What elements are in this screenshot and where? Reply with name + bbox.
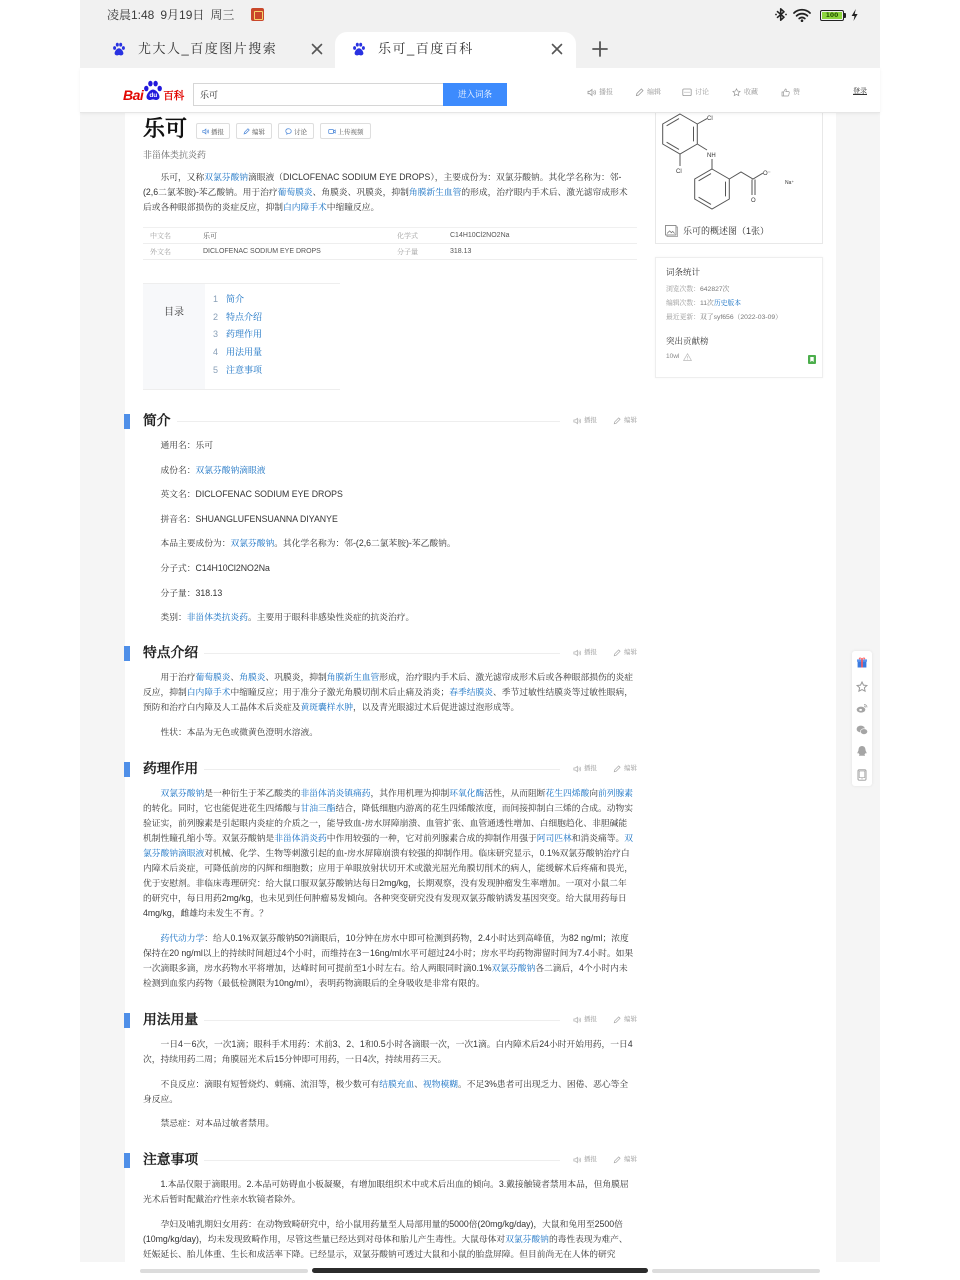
- table-of-contents: [143, 283, 340, 390]
- speaker-icon: [202, 128, 209, 135]
- section-divider: [143, 1020, 560, 1021]
- section-broadcast-button[interactable]: [573, 1155, 597, 1164]
- section-precautions: [124, 1150, 640, 1271]
- toc-item-label: 注意事项: [226, 364, 263, 375]
- battery-level: 100: [822, 12, 842, 19]
- toc-item-intro[interactable]: [213, 291, 262, 309]
- status-bar: [80, 0, 880, 30]
- section-body: [124, 1030, 635, 1131]
- label-sodium: Na⁺: [785, 180, 795, 186]
- browser-tab-image-search[interactable]: [100, 30, 335, 68]
- status-clock: [107, 8, 234, 22]
- info-line: 通用名：乐可: [160, 440, 213, 450]
- speaker-icon: [573, 417, 581, 425]
- inline-link[interactable]: 药代动力学: [160, 932, 205, 943]
- section-divider: [143, 769, 560, 770]
- section-title: 用法用量: [143, 1011, 204, 1029]
- paragraph: 孕妇及哺乳期妇女用药：在动物致畸研究中，给小鼠用药量至人局部用量的5000倍(20mg/kg/day)，大鼠和兔用至2500倍(10mg/kg/day)，均未发现致畸作用，尽管这些量已经达到对母体和胎儿产生毒性。大鼠母体对双氯芬酸钠的毒性表现为难产、妊娠延长、胎儿体重、生长和成活率下降。已经显示，双氯芬酸钠可透过大鼠和小鼠的胎盘屏障。但目前尚无在人体的研究: [143, 1218, 628, 1259]
- nav-label: 收藏: [744, 89, 758, 96]
- inline-link[interactable]: 阿司匹林: [536, 833, 572, 843]
- section-header: [124, 759, 640, 779]
- notification-app-icon: [251, 8, 264, 21]
- stat-value: 642827次: [699, 286, 730, 293]
- pen-icon: [613, 765, 621, 773]
- section-features: [124, 643, 640, 749]
- baidu-paw-logo-icon: [143, 80, 163, 102]
- close-tab-icon[interactable]: [551, 43, 563, 55]
- chat-icon: [682, 88, 692, 97]
- action-label: 编辑: [624, 1156, 637, 1163]
- wifi-icon: [793, 8, 811, 22]
- section-broadcast-button[interactable]: [573, 648, 597, 657]
- inline-link[interactable]: 双氯芬酸钠滴眼液: [195, 464, 266, 475]
- toc-list: [205, 284, 262, 389]
- pen-icon: [613, 1156, 621, 1164]
- inline-link[interactable]: 前列腺素: [598, 788, 633, 798]
- stats-title: 词条统计: [666, 267, 701, 277]
- section-edit-button[interactable]: [613, 1155, 637, 1164]
- nav-like[interactable]: [781, 87, 800, 97]
- thumbs-up-icon: [781, 88, 790, 97]
- section-body: [124, 431, 635, 625]
- label-chlorine-top: Cl: [707, 116, 713, 122]
- paragraph: 一日4－6次，一次1滴；眼科手术用药：术前3、2、1和0.5小时各滴眼一次，一次1滴。白内障术后24小时开始用药，一日4次，持续用药二周；角膜屈光术后15分钟即可用药，一日4次，持续用药三天。: [143, 1039, 633, 1064]
- inline-link[interactable]: 葡萄膜炎: [195, 672, 231, 682]
- inline-link[interactable]: 双氯芬酸钠: [204, 172, 248, 182]
- basic-info-item: [143, 228, 390, 243]
- speaker-icon: [573, 1156, 581, 1164]
- bookmark-badge-icon[interactable]: [808, 355, 816, 364]
- nav-label: 赞: [793, 89, 800, 96]
- entry-edit-button[interactable]: [236, 123, 272, 139]
- inline-link[interactable]: 角膜炎: [239, 672, 266, 682]
- wechat-icon[interactable]: [856, 724, 868, 736]
- section-title: 药理作用: [143, 760, 204, 778]
- logo-text-baike: 百科: [163, 90, 185, 102]
- inline-link[interactable]: 非甾体类抗炎药: [186, 612, 248, 623]
- section-pharmacology: [124, 759, 640, 1000]
- new-tab-plus-icon[interactable]: [592, 41, 608, 57]
- logo-text-du: du: [149, 92, 158, 99]
- battery-tip: [844, 13, 846, 18]
- stat-edits: [666, 299, 741, 308]
- inline-link[interactable]: 角膜新生血管: [408, 187, 462, 197]
- stat-value: 11次: [699, 300, 714, 307]
- stat-label: 最近更新：: [666, 314, 700, 321]
- inline-link[interactable]: 非甾体消炎镇痛药: [300, 788, 371, 798]
- info-value: C14H10Cl2NO2Na: [450, 232, 510, 239]
- baike-header: [80, 68, 880, 113]
- basic-info-row: [143, 244, 637, 260]
- section-accent-bar: [124, 646, 130, 661]
- nav-edit[interactable]: [635, 87, 661, 97]
- inline-link[interactable]: 春季结膜炎: [449, 687, 493, 697]
- paragraph: 用于治疗葡萄膜炎、角膜炎、巩膜炎，抑制角膜新生血管形成，治疗眼内手术后、激光滤帘成形术后或各种眼部损伤的炎症反应，抑制白内障手术中缩瞳反应；用于准分子激光角膜切削术后止痛及消炎；春季结膜炎、季节过敏性结膜炎等过敏性眼病，预防和治疗白内障及人工晶体术后炎症及黄斑囊样水肿，以及青光眼滤过术后促进滤过泡形成等。: [143, 672, 633, 712]
- inline-link[interactable]: 白内障手术: [283, 202, 327, 212]
- toc-item-number: 4: [213, 347, 219, 358]
- info-line: 本品主要成份为：双氯芬酸钠。其化学名称为：邻-(2,6二氯苯胺)-苯乙酸钠。: [160, 538, 456, 549]
- browser-tab-strip: [80, 30, 880, 68]
- inline-link[interactable]: 角膜新生血管: [326, 672, 380, 682]
- info-line: 分子量：318.13: [160, 587, 223, 598]
- section-dosage: [124, 1010, 640, 1141]
- speaker-icon: [573, 1016, 581, 1024]
- section-accent-bar: [124, 762, 130, 777]
- section-edit-button[interactable]: [613, 416, 637, 425]
- battery-icon: [820, 10, 844, 21]
- star-icon[interactable]: [856, 681, 868, 693]
- inline-link[interactable]: 双氯芬酸钠: [230, 538, 275, 549]
- action-label: 编辑: [624, 649, 637, 656]
- toc-item-pharmacology[interactable]: [213, 326, 262, 344]
- warning-triangle-icon: [683, 353, 692, 361]
- section-actions: [573, 1155, 637, 1164]
- section-accent-bar: [124, 414, 130, 429]
- image-gallery-icon: [665, 225, 678, 237]
- nav-broadcast[interactable]: [587, 87, 613, 97]
- chemical-structure-diagram: [657, 114, 822, 217]
- inline-link[interactable]: 白内障手术: [186, 687, 231, 697]
- browser-tab-baike-active[interactable]: [335, 30, 576, 68]
- charging-bolt-icon: [851, 9, 858, 21]
- action-label: 播报: [584, 765, 597, 772]
- inline-link[interactable]: 花生四烯酸: [545, 788, 590, 798]
- section-body: [124, 779, 635, 991]
- info-value: DICLOFENAC SODIUM EYE DROPS: [203, 248, 321, 255]
- label-chlorine-bottom: Cl: [676, 169, 682, 175]
- star-icon: [732, 88, 741, 97]
- info-label: 化学式: [397, 232, 418, 240]
- baidu-paw-icon: [352, 42, 366, 56]
- qq-icon[interactable]: [856, 745, 868, 757]
- status-weekday: 周三: [210, 8, 235, 22]
- button-label: 播报: [211, 128, 224, 136]
- speaker-icon: [573, 649, 581, 657]
- tablet-icon[interactable]: [856, 769, 868, 781]
- inline-link[interactable]: 环氧化酶: [449, 788, 485, 798]
- nav-label: 编辑: [647, 89, 661, 96]
- label-carboxylate-oxygen: O⁻: [763, 171, 771, 177]
- section-body: [124, 1170, 635, 1262]
- speaker-icon: [573, 765, 581, 773]
- action-label: 编辑: [624, 1016, 637, 1023]
- history-versions-link[interactable]: 历史版本: [713, 300, 742, 307]
- inline-link[interactable]: 黄斑囊样水肿: [300, 702, 353, 712]
- stat-label: 编辑次数：: [666, 300, 700, 307]
- contributors-title: 突出贡献榜: [666, 336, 709, 346]
- section-divider: [143, 653, 560, 654]
- section-actions: [573, 764, 637, 773]
- scroll-track-left: [140, 1269, 308, 1273]
- speaker-icon: [587, 88, 596, 97]
- summary-paragraph: 乐可，又称双氯芬酸钠滴眼液（DICLOFENAC SODIUM EYE DROPS），主要成份为：双氯芬酸钠。其化学名称为：邻-(2,6二氯苯胺)-苯乙酸钠。用于治疗葡萄膜炎、角膜炎、巩膜炎，抑制角膜新生血管的形成，治疗眼内手术后、激光滤帘成形术后或各种眼部损伤的炎症反应，抑制白内障手术中缩瞳反应。: [143, 172, 628, 212]
- toc-item-number: 5: [213, 364, 219, 375]
- inline-link[interactable]: 视物模糊: [423, 1078, 458, 1089]
- inline-link[interactable]: 甘油三酯: [300, 803, 336, 813]
- section-broadcast-button[interactable]: [573, 1015, 597, 1024]
- stat-value: 双了syf656（2022-03-09）: [699, 314, 782, 321]
- gift-icon[interactable]: [856, 656, 868, 668]
- toc-item-dosage[interactable]: [213, 344, 262, 362]
- info-line: 类别：非甾体类抗炎药。主要用于眼科非感染性炎症的抗炎治疗。: [160, 612, 415, 623]
- action-label: 编辑: [624, 417, 637, 424]
- section-divider: [143, 421, 560, 422]
- section-broadcast-button[interactable]: [573, 764, 597, 773]
- section-header: [124, 411, 640, 431]
- bluetooth-icon: [775, 7, 787, 22]
- toc-title: 目录: [143, 284, 205, 389]
- label-amine: NH: [707, 153, 716, 159]
- section-edit-button[interactable]: [613, 648, 637, 657]
- login-link[interactable]: 登录: [853, 88, 867, 95]
- toc-item-label: 药理作用: [226, 329, 263, 340]
- inline-link[interactable]: 双氯芬酸钠: [160, 788, 205, 798]
- paragraph: 禁忌症：对本品过敏者禁用。: [160, 1118, 275, 1129]
- paragraph: 双氯芬酸钠是一种衍生于苯乙酸类的非甾体消炎镇痛药，其作用机理为抑制环氧化酶活性，从而阻断花生四烯酸向前列腺素的转化。同时，它也能促进花生四烯酸与甘油三酯结合，降低细胞内游离的花生四烯酸浓度，而间接抑制白三烯的合成。动物实验证实，前列腺素是引起眼内炎症的介质之一，能导致血-房水屏障崩溃、血管扩张、血管通透性增加、白细胞趋化、非胆碱能机制性瞳孔缩小等。双氯芬酸钠是非甾体消炎药中作用较强的一种，它对前列腺素合成的抑制作用强于阿司匹林和消炎痛等。双氯芬酸钠滴眼液对机械、化学、生物等刺激引起的血-房水屏障崩溃有较强的抑制作用。临床研究显示，0.1%双氯芬酸钠治疗白内障术后炎症，可降低前房的闪辉和细胞数；应用于单眼放射状切开术或激光屈光角膜切削术的病人，能缓解术后疼痛和畏光，优于安慰剂。非临床毒理研究：给大鼠口服双氯芬酸钠达每日2mg/kg，长期观察，没有发现肿瘤发生率增加。一项对小鼠二年的研究中，每日用药2mg/kg，也未见到任何肿瘤易发倾向。各种突变研究没有发现双氯芬酸钠诱发基因突变。给大鼠用药每日4mg/kg，雌雄均未发生不育。？: [143, 788, 633, 918]
- tab-title: 尤大人_百度图片搜索: [138, 41, 278, 56]
- tab-title: 乐可_百度百科: [378, 41, 474, 56]
- scroll-track-right: [652, 1269, 820, 1273]
- basic-info-row: [143, 228, 637, 244]
- toc-item-number: 2: [213, 311, 219, 322]
- action-label: 播报: [584, 649, 597, 656]
- close-tab-icon[interactable]: [311, 43, 323, 55]
- action-label: 播报: [584, 417, 597, 424]
- enter-entry-button[interactable]: 进入词条: [443, 83, 507, 106]
- pen-icon: [613, 1016, 621, 1024]
- info-value: 乐可: [203, 232, 217, 240]
- section-edit-button[interactable]: [613, 1015, 637, 1024]
- baidu-baike-logo[interactable]: [123, 79, 184, 102]
- horizontal-scrollbar-thumb[interactable]: [312, 1268, 648, 1273]
- section-actions: [573, 416, 637, 425]
- nav-label: 讨论: [695, 89, 709, 96]
- action-label: 播报: [584, 1016, 597, 1023]
- entry-broadcast-button[interactable]: [196, 123, 230, 139]
- contributor-item[interactable]: [666, 352, 692, 361]
- section-header: [124, 1150, 640, 1170]
- action-label: 播报: [584, 1156, 597, 1163]
- toc-item-features[interactable]: [213, 309, 262, 327]
- pen-icon: [635, 88, 644, 97]
- stat-label: 浏览次数：: [666, 286, 700, 293]
- pen-icon: [613, 649, 621, 657]
- inline-link[interactable]: 非甾体消炎药: [274, 833, 327, 843]
- section-accent-bar: [124, 1013, 130, 1028]
- pen-icon: [243, 128, 250, 135]
- label-carbonyl-oxygen: O: [751, 198, 756, 204]
- nav-label: 播报: [599, 89, 613, 96]
- video-icon: [328, 128, 336, 135]
- entry-stats-card: [655, 257, 823, 378]
- section-accent-bar: [124, 1153, 130, 1168]
- info-label: 外文名: [150, 248, 171, 256]
- weibo-icon[interactable]: [856, 702, 868, 714]
- info-line: 分子式：C14H10Cl2NO2Na: [160, 562, 270, 573]
- inline-link[interactable]: 双氯芬酸钠滴眼液: [143, 833, 633, 858]
- floating-share-bar: [852, 651, 872, 786]
- section-title: 简介: [143, 412, 177, 430]
- button-label: 讨论: [294, 128, 307, 136]
- overview-image-card[interactable]: [655, 105, 823, 244]
- info-label: 分子量: [397, 248, 418, 256]
- basic-info-item: [390, 228, 637, 243]
- toc-item-label: 特点介绍: [226, 311, 263, 322]
- section-title: 特点介绍: [143, 644, 204, 662]
- entry-summary: [143, 170, 635, 225]
- paragraph: 性状：本品为无色或微黄色澄明水溶液。: [160, 726, 318, 737]
- action-label: 编辑: [624, 765, 637, 772]
- logo-text-bai: Bai: [123, 87, 144, 103]
- status-time: 凌晨1:48: [107, 8, 155, 22]
- inline-link[interactable]: 结膜充血: [379, 1078, 415, 1089]
- entry-action-buttons: [196, 123, 371, 139]
- inline-link[interactable]: 双氯芬酸钠: [505, 1233, 549, 1244]
- search-input[interactable]: [193, 83, 443, 106]
- upload-video-button[interactable]: [320, 123, 371, 139]
- section-intro: [124, 411, 640, 635]
- toc-item-number: 1: [213, 294, 219, 304]
- paragraph: 不良反应：滴眼有短暂烧灼、刺痛、流泪等，极少数可有结膜充血、视物模糊。不足3%患者可出现乏力、困倦、恶心等全身反应。: [143, 1078, 629, 1104]
- section-edit-button[interactable]: [613, 764, 637, 773]
- entry-subtitle: 非甾体类抗炎药: [143, 150, 207, 160]
- inline-link[interactable]: 葡萄膜炎: [277, 187, 313, 197]
- section-actions: [573, 648, 637, 657]
- basic-info-item: [143, 244, 390, 259]
- section-actions: [573, 1015, 637, 1024]
- contributor-name: 10wl: [666, 353, 680, 360]
- toc-item-number: 3: [213, 329, 219, 340]
- section-header: [124, 643, 640, 663]
- button-label: 上传视频: [337, 128, 364, 136]
- stat-last-update: [666, 313, 782, 322]
- caption-text: 乐可的概述图（1张）: [683, 226, 770, 236]
- pen-icon: [613, 417, 621, 425]
- entry-discuss-button[interactable]: [278, 123, 314, 139]
- info-value: 318.13: [450, 248, 472, 255]
- section-divider: [143, 1160, 560, 1161]
- paragraph: 1.本品仅限于滴眼用。2.本品可妨碍血小板凝聚，有增加眼组织术中或术后出血的倾向。3.戴接触镜者禁用本品，但角膜屈光术后暂时配戴治疗性亲水软镜者除外。: [143, 1179, 629, 1204]
- bottom-area: [0, 1262, 960, 1280]
- toc-item-label: 简介: [226, 294, 245, 304]
- status-date: 9月19日: [160, 8, 205, 22]
- paragraph: 药代动力学：给人0.1%双氯芬酸钠50?l滴眼后，10分钟在房水中即可检测到药物，2.4小时达到高峰值，为82 ng/ml；浓度保持在20 ng/ml以上的持续时间超过4个小时，而维持在3－16ng/ml水平可超过24小时；房水平均药物滞留时间为7.4小时。如果一次滴眼多滴，房水药物水平将增加，达峰时间可提前至1小时左右。给人两眼同时滴0.1%双氯芬酸钠各二滴后，4个小时内未检测到血浆内药物（最低检测限为10ng/ml），表明药物滴眼后的全身吸收是非常有限的。: [143, 932, 634, 988]
- basic-info-table: [143, 227, 637, 260]
- nav-favorite[interactable]: [732, 87, 758, 97]
- image-caption[interactable]: [665, 225, 769, 237]
- inline-link[interactable]: 双氯芬酸钠: [491, 962, 536, 973]
- basic-info-item: [390, 244, 637, 259]
- chat-bubble-icon: [285, 128, 292, 135]
- section-header: [124, 1010, 640, 1030]
- info-line: 英文名：DICLOFENAC SODIUM EYE DROPS: [160, 489, 343, 500]
- stat-views: [666, 285, 729, 294]
- entry-title: 乐可: [143, 116, 188, 141]
- button-label: 编辑: [252, 128, 265, 136]
- nav-discuss[interactable]: [682, 87, 709, 97]
- section-title: 注意事项: [143, 1151, 204, 1169]
- section-broadcast-button[interactable]: [573, 416, 597, 425]
- baidu-paw-icon: [112, 42, 126, 56]
- info-label: 中文名: [150, 232, 171, 240]
- info-line: 成份名：双氯芬酸钠滴眼液: [160, 464, 266, 475]
- info-line: 拼音名：SHUANGLUFENSUANNA DIYANYE: [160, 513, 338, 524]
- section-body: [124, 663, 635, 740]
- toc-item-label: 用法用量: [226, 347, 263, 358]
- toc-item-precautions[interactable]: [213, 362, 262, 380]
